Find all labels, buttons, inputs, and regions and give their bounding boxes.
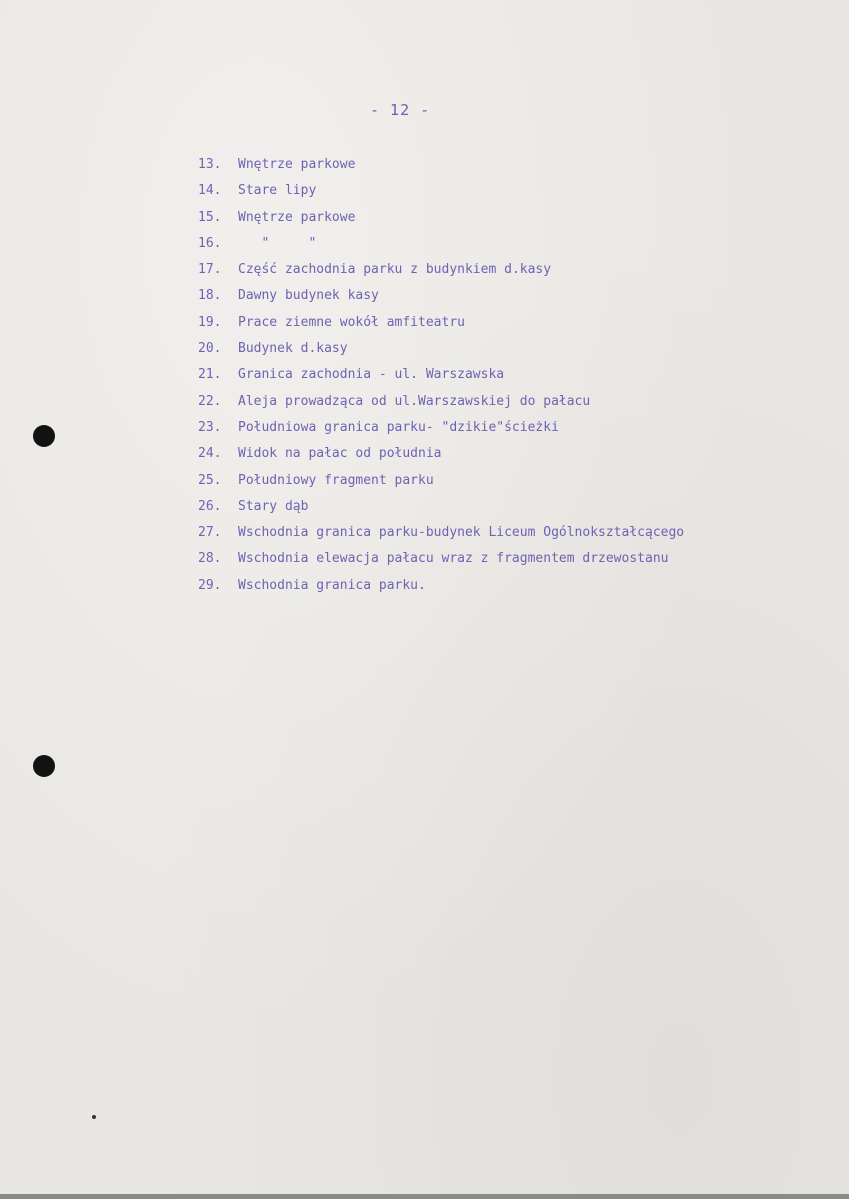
list-item — [198, 283, 684, 309]
item-text: Budynek d.kasy — [238, 341, 348, 357]
item-text: Dawny budynek kasy — [238, 288, 379, 304]
list-item — [198, 468, 684, 494]
item-number: 23. — [198, 419, 222, 435]
item-text: Południowa granica parku- "dzikie"ścieżki — [238, 419, 559, 435]
item-text: Wschodnia granica parku-budynek Liceum Ogólnokształcącego — [238, 525, 685, 541]
list-item — [198, 205, 684, 231]
list-item — [198, 336, 684, 362]
paper-speck — [92, 1115, 96, 1119]
item-number: 18. — [198, 288, 222, 304]
punch-hole-bottom — [33, 755, 55, 777]
item-number: 22. — [198, 393, 222, 409]
item-number: 21. — [198, 367, 222, 383]
item-text: Aleja prowadząca od ul.Warszawskiej do pałacu — [238, 393, 591, 409]
list-item — [198, 573, 684, 599]
item-number: 27. — [198, 525, 222, 541]
scan-edge — [0, 1194, 849, 1199]
item-text: Wschodnia elewacja pałacu wraz z fragmentem drzewostanu — [238, 551, 669, 567]
item-text: Południowy fragment parku — [238, 472, 434, 488]
item-text: Prace ziemne wokół amfiteatru — [238, 314, 465, 330]
item-number: 15. — [198, 209, 222, 225]
item-text: Granica zachodnia - ul. Warszawska — [238, 367, 505, 383]
item-number: 26. — [198, 498, 222, 514]
item-number: 20. — [198, 341, 222, 357]
item-number: 29. — [198, 577, 222, 593]
list-item — [198, 178, 684, 204]
item-number: 19. — [198, 314, 222, 330]
punch-hole-top — [33, 425, 55, 447]
item-text: Wschodnia granica parku. — [238, 577, 426, 593]
item-text: Stare lipy — [238, 183, 317, 199]
list-item — [198, 441, 684, 467]
list-item — [198, 520, 684, 546]
list-item — [198, 415, 684, 441]
list-item — [198, 257, 684, 283]
item-number: 17. — [198, 262, 222, 278]
page-number: - 12 - — [370, 101, 431, 119]
item-text: Widok na pałac od południa — [238, 446, 442, 462]
list-item — [198, 152, 684, 178]
list-item — [198, 310, 684, 336]
item-text: Część zachodnia parku z budynkiem d.kasy — [238, 262, 552, 278]
item-text: Wnętrze parkowe — [238, 157, 356, 172]
item-text: Stary dąb — [238, 498, 309, 514]
item-text: " " — [238, 235, 317, 251]
list-item — [198, 231, 684, 257]
item-number: 25. — [198, 472, 222, 488]
list-item — [198, 494, 684, 520]
photo-caption-list — [198, 152, 684, 599]
list-item — [198, 362, 684, 388]
item-number: 28. — [198, 551, 222, 567]
item-number: 14. — [198, 183, 222, 199]
item-number: 16. — [198, 235, 222, 251]
list-item — [198, 389, 684, 415]
item-number: 13. — [198, 157, 222, 172]
item-text: Wnętrze parkowe — [238, 209, 356, 225]
list-item — [198, 546, 684, 572]
item-number: 24. — [198, 446, 222, 462]
